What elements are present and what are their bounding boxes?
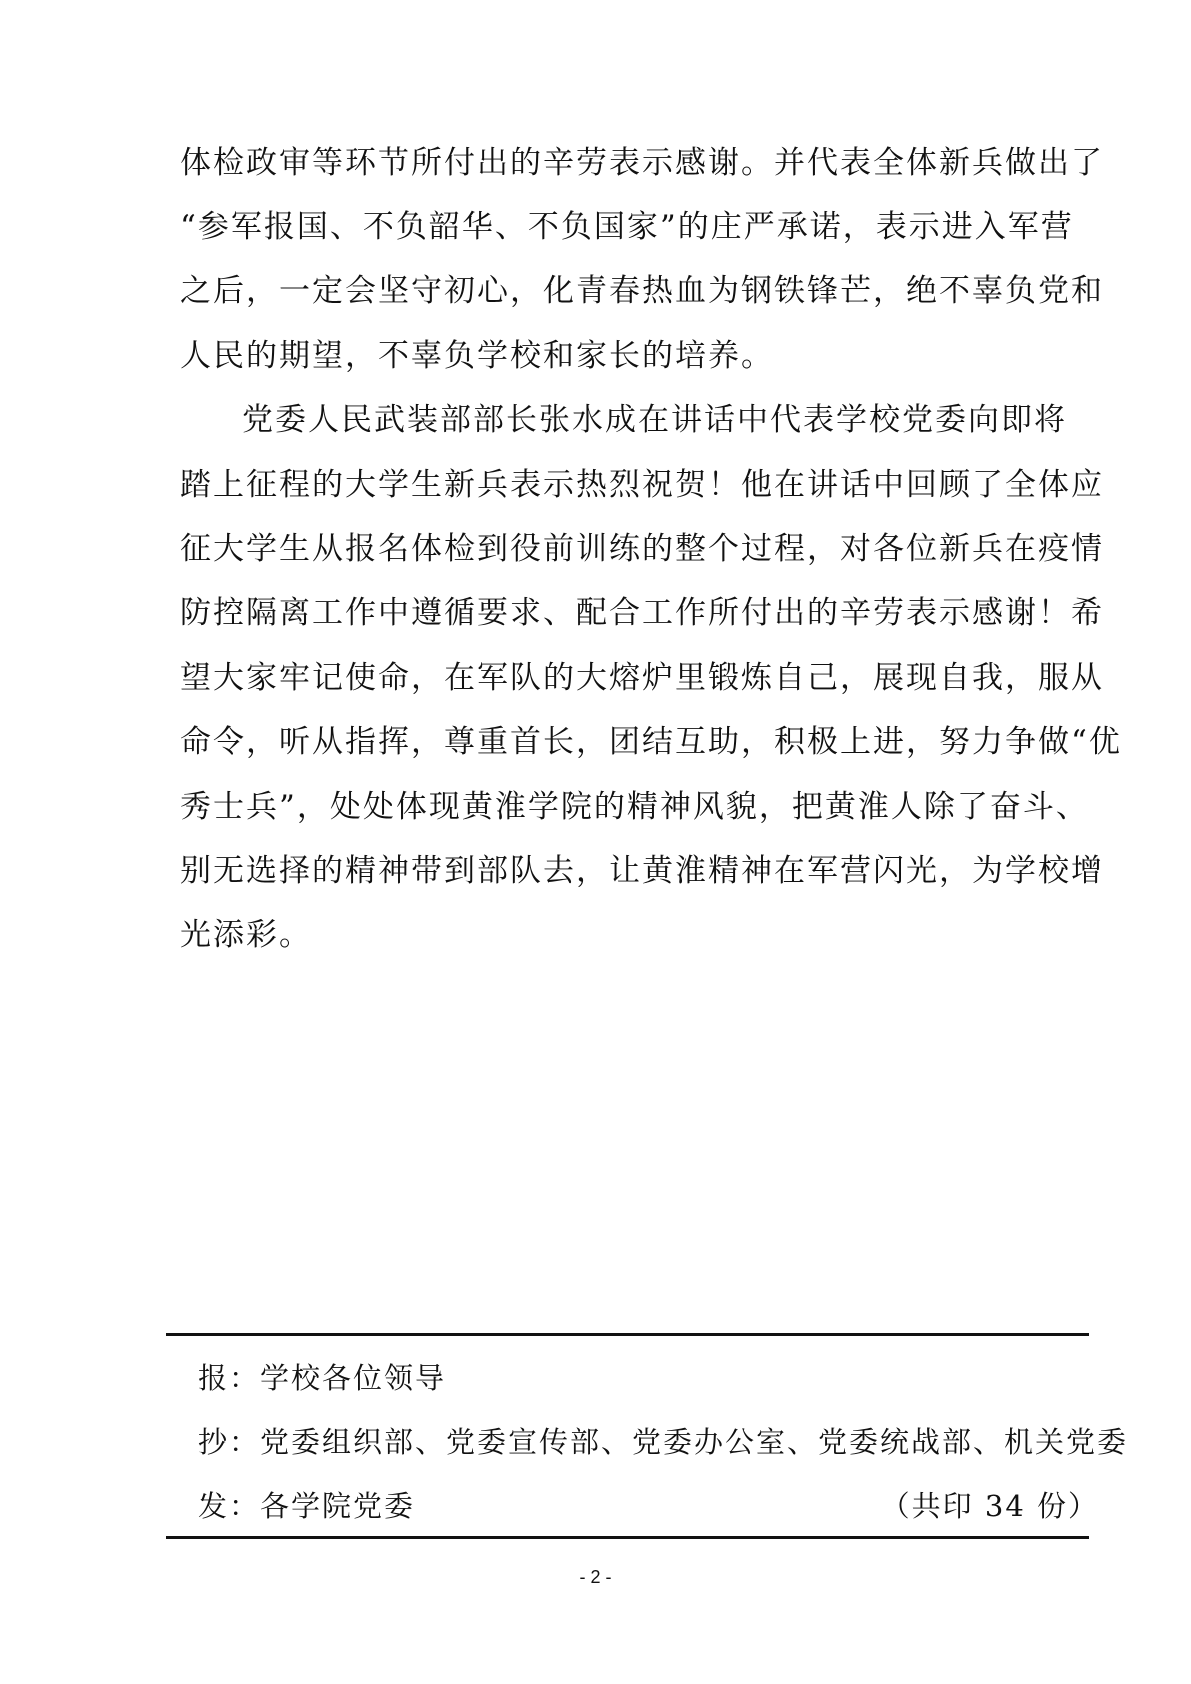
body-line: 防控隔离工作中遵循要求、配合工作所付出的辛劳表示感谢！希 xyxy=(180,595,1104,631)
distribution-bottom-rule xyxy=(166,1536,1089,1539)
body-line: 光添彩。 xyxy=(180,917,312,953)
body-line: 命令，听从指挥，尊重首长，团结互助，积极上进，努力争做“优 xyxy=(180,724,1122,760)
body-line: 秀士兵”，处处体现黄淮学院的精神风貌，把黄淮人除了奋斗、 xyxy=(180,789,1089,825)
body-line: 体检政审等环节所付出的辛劳表示感谢。并代表全体新兵做出了 xyxy=(180,145,1104,181)
page-number: - 2 - xyxy=(579,1567,612,1587)
body-line: 征大学生从报名体检到役前训练的整个过程，对各位新兵在疫情 xyxy=(180,531,1104,567)
distribution-top-rule xyxy=(166,1333,1089,1336)
send-to-line: 发：各学院党委 xyxy=(198,1489,416,1523)
body-line: 人民的期望，不辜负学校和家长的培养。 xyxy=(180,338,774,374)
send-to-row xyxy=(198,1486,1191,1526)
body-line: “参军报国、不负韶华、不负国家”的庄严承诺，表示进入军营 xyxy=(180,209,1074,245)
body-line: 之后，一定会坚守初心，化青春热血为钢铁锋芒，绝不辜负党和 xyxy=(180,273,1104,309)
report-to-line: 报：学校各位领导 xyxy=(198,1361,447,1395)
print-copies-note: （共印 34 份） xyxy=(880,1489,1099,1523)
body-line: 别无选择的精神带到部队去，让黄淮精神在军营闪光，为学校增 xyxy=(180,853,1104,889)
body-line: 踏上征程的大学生新兵表示热烈祝贺！他在讲话中回顾了全体应 xyxy=(180,467,1104,503)
copy-to-line: 抄：党委组织部、党委宣传部、党委办公室、党委统战部、机关党委 xyxy=(198,1425,1129,1459)
paragraph-start-line: 党委人民武装部部长张水成在讲话中代表学校党委向即将 xyxy=(242,402,1067,438)
body-line: 望大家牢记使命，在军队的大熔炉里锻炼自己，展现自我，服从 xyxy=(180,660,1104,696)
